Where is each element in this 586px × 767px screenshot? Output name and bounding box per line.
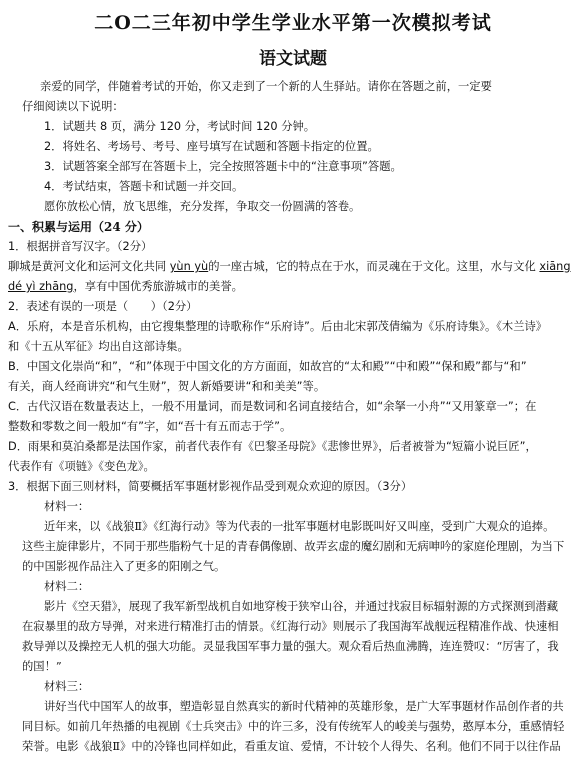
rule-3: 3．试题答案全部写在答题卡上，完全按照答题卡中的“注意事项”答题。 (44, 160, 402, 173)
q2-option-a-2: 和《十五从军征》均出自这部诗集。 (8, 340, 189, 353)
material-1-line-2: 这些主旋律影片，不同于那些脂粉气十足的青春偶像剧、故弄玄虚的魔幻剧和无病呻吟的家庭伦理剧，为当下 (22, 540, 565, 553)
q1-line-1 (8, 260, 571, 274)
intro-closing: 愿你放松心情，放飞思维，充分发挥，争取交一份圆满的答卷。 (44, 200, 361, 213)
pinyin-blank-2b: dé yì zhāng (8, 280, 74, 293)
rule-2: 2．将姓名、考场号、考号、座号填写在试题和答题卡指定的位置。 (44, 140, 379, 153)
q2-option-b-1: B．中国文化崇尚“和”，“和”体现于中国文化的方方面面，如故宫的“太和殿”“中和殿”“保和殿”都与“和” (8, 360, 527, 373)
material-2-line-1: 影片《空天猎》，展现了我军新型战机自如地穿梭于狭窄山谷，并通过找寂目标辐射源的方式探测到潜藏 (44, 600, 559, 613)
q1-text-c: ，享有中国优秀旅游城市的美誉。 (73, 280, 243, 293)
material-2-title: 材料二： (44, 580, 90, 593)
rule-4: 4．考试结束，答题卡和试题一并交回。 (44, 180, 244, 193)
section-heading: 一、积累与运用（24 分） (8, 220, 149, 234)
pinyin-blank-1: yùn yù (169, 260, 209, 273)
q1-text-b: 的一座古城，它的特点在于水，而灵魂在于文化。这里，水与文化 (208, 260, 540, 273)
subject-title: 语文试题 (259, 49, 327, 69)
q1-text-a: 聊城是黄河文化和运河文化共同 (8, 260, 170, 273)
pinyin-blank-2a: xiāng (539, 260, 571, 273)
material-3-title: 材料三： (44, 680, 90, 693)
q2-option-b-2: 有关，商人经商讲究“和气生财”，贺人新婚要讲“和和美美”等。 (8, 380, 326, 393)
q2-option-d-1: D．雨果和莫泊桑都是法国作家，前者代表作有《巴黎圣母院》《悲惨世界》，后者被誉为“短篇小说巨匠”， (8, 440, 537, 453)
material-3-line-1: 讲好当代中国军人的故事，塑造彰显自然真实的新时代精神的英雄形象，是广大军事题材作品创作者的共 (44, 700, 564, 713)
rule-1: 1．试题共 8 页，满分 120 分，考试时间 120 分钟。 (44, 120, 316, 133)
intro-line-2: 仔细阅读以下说明： (22, 100, 124, 113)
material-3-line-3: 荣誉。电影《战狼Ⅱ》中的冷锋也同样如此，看重友谊、爱情，不计较个人得失、名利。他们不同于以往作品 (22, 740, 561, 753)
material-2-line-2: 在寂暴里的敌方导弹，对来进行精准打击的情景。《红海行动》则展示了我国海军战舰远程精准作战、快速相 (22, 620, 559, 633)
q2-option-c-2: 整数和零数之间一般加“有”字，如“吾十有五而志于学”。 (8, 420, 292, 433)
material-1-title: 材料一： (44, 500, 90, 513)
q1-stem: 1．根据拼音写汉字。（2分） (8, 240, 153, 253)
q2-stem: 2．表述有误的一项是（ ）（2分） (8, 300, 198, 313)
q1-line-2 (8, 280, 243, 294)
material-1-line-1: 近年来，以《战狼Ⅱ》《红海行动》等为代表的一批军事题材电影既叫好又叫座，受到广大观众的追捧。 (44, 520, 555, 533)
q2-option-d-2: 代表作有《项链》《变色龙》。 (8, 460, 155, 473)
material-1-line-3: 的中国影视作品注入了更多的阳刚之气。 (22, 560, 226, 573)
material-3-line-2: 同目标。如前几年热播的电视剧《士兵突击》中的许三多，没有传统军人的峻美与强势，憨厚本分，重感情轻 (22, 720, 565, 733)
exam-title: 二O二三年初中学生学业水平第一次模拟考试 (94, 12, 492, 34)
material-2-line-3: 救导弹以及操控无人机的强大功能。灵显我国军事力量的强大。观众看后热血沸腾，连连赞叹：“厉害了，我 (22, 640, 559, 653)
intro-line-1: 亲爱的同学，伴随着考试的开始，你又走到了一个新的人生驿站。请你在答题之前，一定要 (40, 80, 492, 93)
q2-option-c-1: C．古代汉语在数量表达上，一般不用量词，而是数词和名词直接结合，如“余拏一小舟”“又用篆章一”；在 (8, 400, 537, 413)
material-2-line-4: 的国！” (22, 660, 62, 673)
q2-option-a-1: A．乐府，本是音乐机构，由它搜集整理的诗歌称作“乐府诗”。后由北宋郭茂倩编为《乐府诗集》。《木兰诗》 (8, 320, 548, 333)
q3-stem: 3．根据下面三则材料，简要概括军事题材影视作品受到观众欢迎的原因。（3分） (8, 480, 413, 493)
